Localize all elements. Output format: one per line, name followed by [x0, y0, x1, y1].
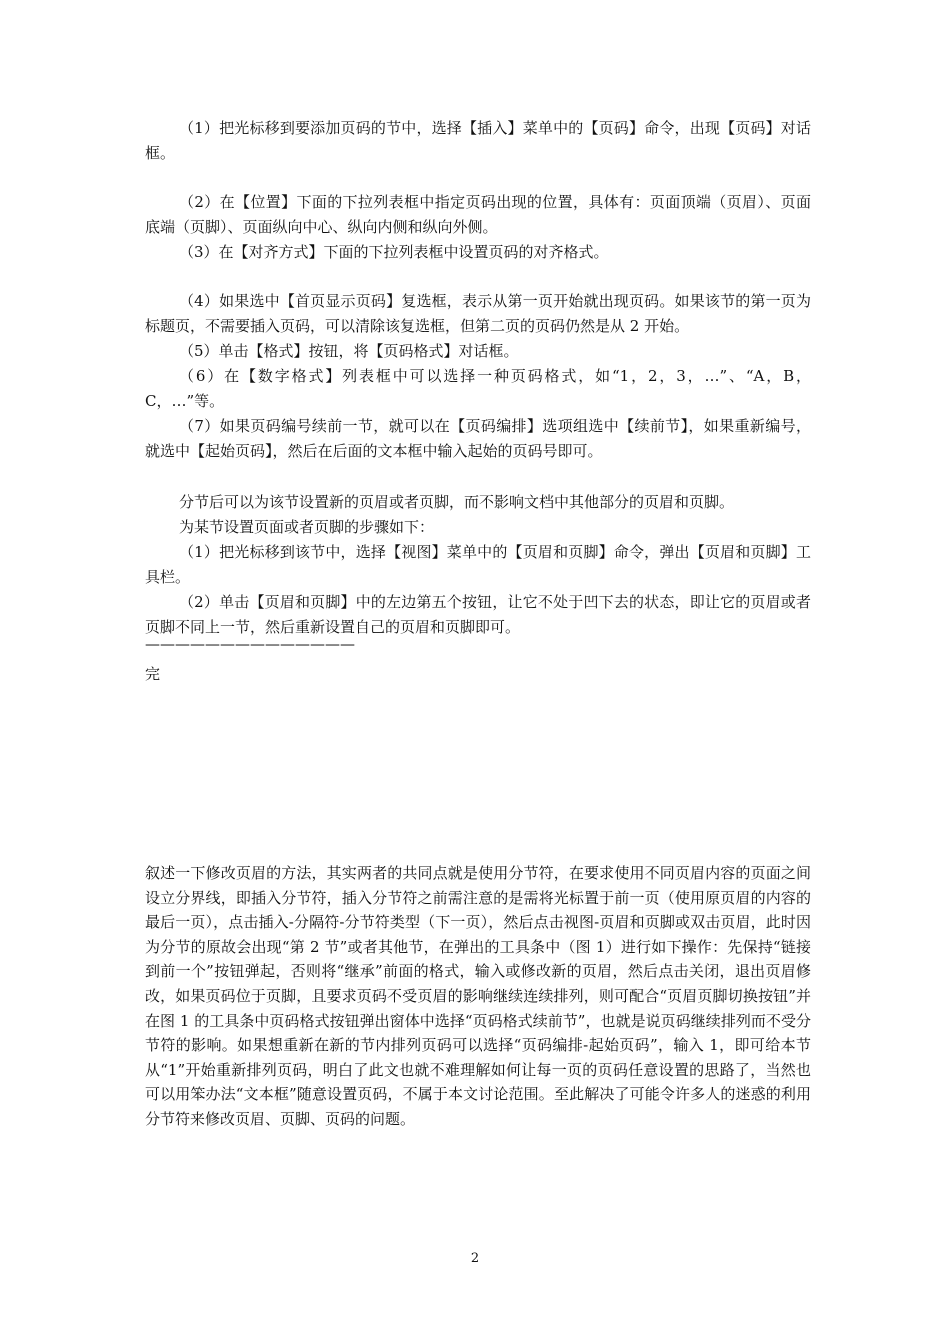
- section-header-footer: [145, 490, 811, 640]
- section-position-alignment: [145, 190, 811, 265]
- paragraph-step-3: （3）在【对齐方式】下面的下拉列表框中设置页码的对齐格式。: [179, 243, 609, 261]
- dash-divider: ——————————————: [145, 635, 355, 653]
- page-number: 2: [470, 1251, 480, 1266]
- paragraph-step-6: （6）在【数字格式】列表框中可以选择一种页码格式，如“1，2，3，…”、“A，B，C，…”等。: [145, 367, 811, 410]
- paragraph-header-footer-intro: 分节后可以为该节设置新的页眉或者页脚，而不影响文档中其他部分的页眉和页脚。: [179, 493, 735, 511]
- paragraph-header-footer-step-1: （1）把光标移到该节中，选择【视图】菜单中的【页眉和页脚】命令，弹出【页眉和页脚】工具栏。: [145, 543, 811, 586]
- paragraph-step-4: （4）如果选中【首页显示页码】复选框，表示从第一页开始就出现页码。如果该节的第一页为标题页，不需要插入页码，可以清除该复选框，但第二页的页码仍然是从 2 开始。: [145, 292, 811, 335]
- section-format-options: [145, 289, 811, 464]
- paragraph-summary: 叙述一下修改页眉的方法，其实两者的共同点就是使用分节符，在要求使用不同页眉内容的页面之间设立分界线，即插入分节符，插入分节符之前需注意的是需将光标置于前一页（使用原页眉的内容的最后一页），点击插入-分隔符-分节符类型（下一页），然后点击视图-页眉和页脚或双击页眉，此时因为分节的原故会出现“第 2 节”或者其他节，在弹出的工具条中（图 1）进行如下操作：先保持“链接到前一个”按钮弹起，否则将“继承”前面的格式，输入或修改新的页眉，然后点击关闭，退出页眉修改，如果页码位于页脚，且要求页码不受页眉的影响继续连续排列，则可配合“页眉页脚切换按钮”并在图 1 的工具条中页码格式按钮弹出窗体中选择“页码格式续前节”，也就是说页码继续排列而不受分节符的影响。如果想重新在新的节内排列页码可以选择“页码编排-起始页码”，输入 1，即可给本节从“1”开始重新排列页码，明白了此文也就不难理解如何让每一页的页码任意设置的思路了，当然也可以用笨办法“文本框”随意设置页码，不属于本文讨论范围。至此解决了可能令许多人的迷惑的利用分节符来修改页眉、页脚、页码的问题。: [145, 864, 811, 1128]
- paragraph-step-1: （1）把光标移到要添加页码的节中，选择【插入】菜单中的【页码】命令，出现【页码】对话框。: [145, 119, 811, 162]
- paragraph-step-7: （7）如果页码编号续前一节，就可以在【页码编排】选项组选中【续前节】，如果重新编号，就选中【起始页码】，然后在后面的文本框中输入起始的页码号即可。: [145, 417, 811, 460]
- paragraph-header-footer-steps-title: 为某节设置页面或者页脚的步骤如下：: [179, 518, 435, 536]
- section-summary: [145, 861, 811, 1132]
- paragraph-header-footer-step-2: （2）单击【页眉和页脚】中的左边第五个按钮，让它不处于凹下去的状态，即让它的页眉或者页脚不同上一节，然后重新设置自己的页眉和页脚即可。: [145, 593, 811, 636]
- end-mark: 完: [145, 665, 161, 683]
- paragraph-step-2: （2）在【位置】下面的下拉列表框中指定页码出现的位置，具体有：页面顶端（页眉）、页面底端（页脚）、页面纵向中心、纵向内侧和纵向外侧。: [145, 193, 811, 236]
- section-page-number-steps-start: [145, 116, 811, 166]
- paragraph-step-5: （5）单击【格式】按钮，将【页码格式】对话框。: [179, 342, 519, 360]
